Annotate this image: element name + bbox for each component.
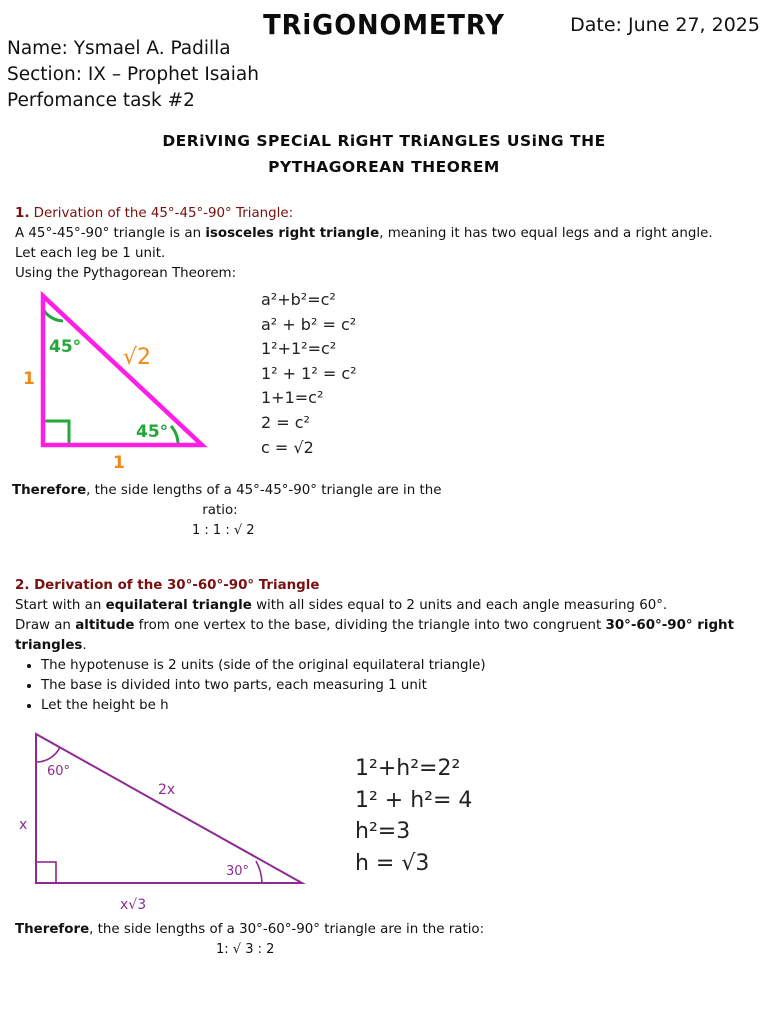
part2-p2-bold-1: altitude	[75, 618, 135, 633]
student-name: Name: Ysmael A. Padilla	[7, 38, 231, 59]
part1-paragraph-2: Let each leg be 1 unit.	[15, 246, 166, 261]
task-label: Perfomance task #2	[7, 90, 195, 111]
triangle-outline	[36, 734, 302, 883]
equation-line: 1+1=c²	[261, 388, 324, 408]
leg-left-label: x	[19, 817, 28, 833]
angle-bottom-label: 45°	[136, 422, 169, 442]
right-angle-mark	[43, 421, 69, 445]
equation-line: a²+b²=c²	[261, 290, 336, 309]
leg-bottom-label: 1	[113, 453, 125, 473]
leg-left-label: 1	[23, 369, 35, 389]
part1-p1-c: , meaning it has two equal legs and a right angle.	[379, 226, 713, 241]
part2-p2-c: from one vertex to the base, dividing the triangle into two congruent	[134, 618, 606, 633]
part2-heading-text: 2. Derivation of the 30°-60°-90° Triangle	[15, 578, 320, 593]
list-item: • The hypotenuse is 2 units (side of the original equilateral triangle)	[41, 656, 755, 676]
list-item: • The base is divided into two parts, each measuring 1 unit	[41, 676, 755, 696]
part1-heading	[15, 204, 755, 224]
part1-paragraph-1	[15, 224, 755, 244]
part2-p1-bold: equilateral triangle	[105, 598, 252, 613]
hypotenuse-label: 2x	[158, 782, 176, 798]
page-title: TRiGONOMETRY	[263, 8, 505, 41]
part1-text	[15, 204, 755, 284]
date-label: Date: June 27, 2025	[570, 14, 760, 36]
leg-bottom-label: x√3	[120, 897, 147, 913]
part2-p1-a: Start with an	[15, 598, 106, 613]
therefore-bold: Therefore	[12, 483, 87, 498]
equation-line: 1²+1²=c²	[261, 339, 337, 359]
equation-line: 1² + 1² = c²	[261, 363, 357, 383]
part2-paragraph-1	[15, 596, 755, 616]
equation-line: 2 = c²	[261, 412, 310, 432]
part2-paragraph-2-cont	[15, 636, 755, 656]
part2-equations	[355, 753, 472, 879]
list-item: • Let the height be h	[41, 696, 755, 716]
therefore-bold: Therefore	[15, 922, 90, 937]
part1-p1-a: A 45°-45°-90° triangle is an	[15, 226, 206, 241]
equation-line: h²=3	[355, 819, 411, 844]
equation-line: c = √2	[261, 437, 314, 457]
angle-arc-bottom	[256, 861, 262, 883]
triangle-45-45-90-figure	[15, 286, 215, 476]
part2-p2-a: Draw an	[15, 618, 76, 633]
part1-equations	[261, 288, 357, 460]
part2-p2-bold-3: triangles	[15, 638, 83, 653]
part2-text	[15, 576, 755, 716]
triangle-30-60-90-figure	[12, 724, 312, 918]
part2-bullet-list	[15, 656, 755, 716]
equation-line: a² + b² = c²	[261, 314, 357, 334]
angle-bottom-label: 30°	[226, 864, 250, 879]
right-angle-mark	[36, 862, 56, 883]
part2-heading	[15, 576, 755, 596]
angle-top-label: 60°	[47, 764, 71, 779]
part2-p1-c: with all sides equal to 2 units and each angle measuring 60°.	[251, 598, 668, 613]
part2-paragraph-2	[15, 616, 755, 636]
equation-line: h = √3	[355, 850, 430, 876]
subtitle-line-2: PYTHAGOREAN THEOREM	[268, 158, 500, 176]
angle-top-label: 45°	[49, 337, 82, 357]
section-subtitle	[0, 128, 768, 180]
part2-p2-bold-2: 30°-60°-90° right	[605, 618, 734, 633]
equation-line: 1² + h²= 4	[355, 787, 473, 813]
part2-p2-f: .	[82, 638, 87, 653]
therefore-text: , the side lengths of a 30°-60°-90° triangle are in the ratio:	[89, 922, 485, 937]
part1-number: 1.	[15, 206, 30, 221]
hypotenuse-label: √2	[123, 345, 152, 370]
angle-arc-bottom	[171, 426, 178, 445]
part1-heading-text: Derivation of the 45°-45°-90° Triangle:	[33, 206, 294, 221]
part1-ratio: 1 : 1 : √ 2	[192, 523, 255, 538]
angle-arc-top	[36, 747, 60, 762]
equation-line: 1²+h²=2²	[355, 756, 461, 781]
part1-paragraph-3: Using the Pythagorean Theorem:	[15, 266, 237, 281]
student-section: Section: IX – Prophet Isaiah	[7, 64, 259, 85]
therefore-text: , the side lengths of a 45°-45°-90° triangle are in the	[86, 483, 442, 498]
part1-p1-bold: isosceles right triangle	[205, 226, 380, 241]
part1-conclusion	[12, 481, 442, 501]
triangle-outline	[43, 296, 202, 445]
part2-conclusion	[15, 920, 484, 940]
subtitle-line-1: DERiVING SPECiAL RiGHT TRiANGLES USiNG THE	[162, 132, 606, 150]
part2-ratio: 1: √ 3 : 2	[216, 942, 275, 957]
part1-conclusion-line2: ratio:	[202, 503, 238, 518]
